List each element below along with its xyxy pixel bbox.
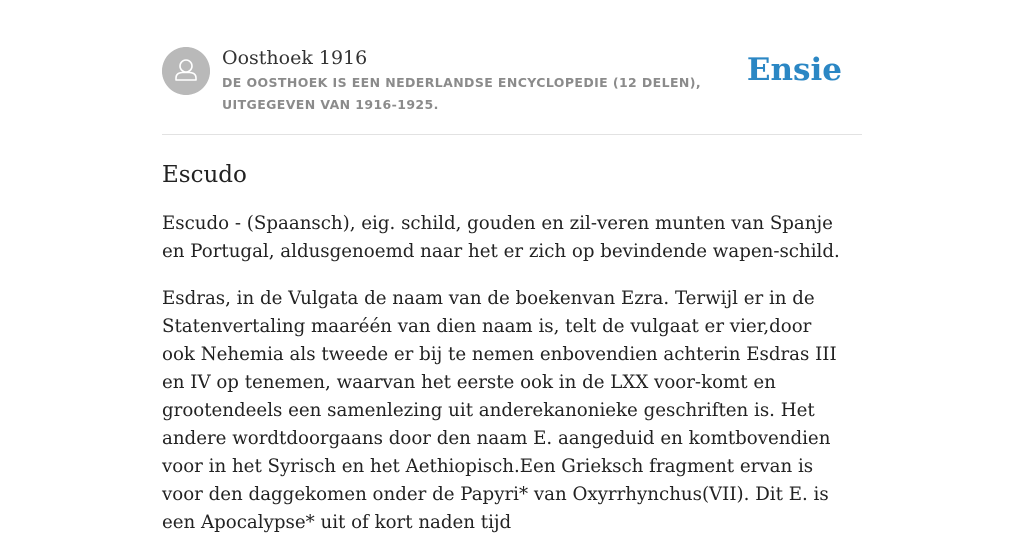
entry-paragraph-1: Escudo - (Spaansch), eig. schild, gouden en zil-veren munten van Spanje en Portugal, aldusgenoemd naar het er zich op bevindende wapen-schild. xyxy=(162,213,840,262)
user-silhouette-icon xyxy=(162,47,210,95)
source-title[interactable]: Oosthoek 1916 xyxy=(222,47,368,69)
page-container xyxy=(162,0,862,537)
source-header xyxy=(162,0,862,135)
entry-title: Escudo xyxy=(162,162,247,188)
ensie-logo[interactable]: Ensie xyxy=(746,52,842,88)
source-description: DE OOSTHOEK IS EEN NEDERLANDSE ENCYCLOPEDIE (12 DELEN), UITGEGEVEN VAN 1916-1925. xyxy=(222,75,702,112)
entry-paragraph-2: Esdras, in de Vulgata de naam van de boekenvan Ezra. Terwijl er in de Statenvertaling maaréén van dien naam is, telt de vulgaat er vier,door ook Nehemia als tweede er bij te nemen enbovendien achterin Esdras III en IV op tenemen, waarvan het eerste ook in de LXX voor-komt en grootendeels een samenlezing uit anderekanonieke geschriften is. Het andere wordtdoorgaans door den naam E. aangeduid en komtbovendien voor in het Syrisch en het Aethiopisch.Een Grieksch fragment ervan is voor den daggekomen onder de Papyri* van Oxyrrhynchus(VII). Dit E. is een Apocalypse* uit of kort naden tijd xyxy=(162,288,837,533)
user-avatar-icon[interactable] xyxy=(162,47,210,95)
